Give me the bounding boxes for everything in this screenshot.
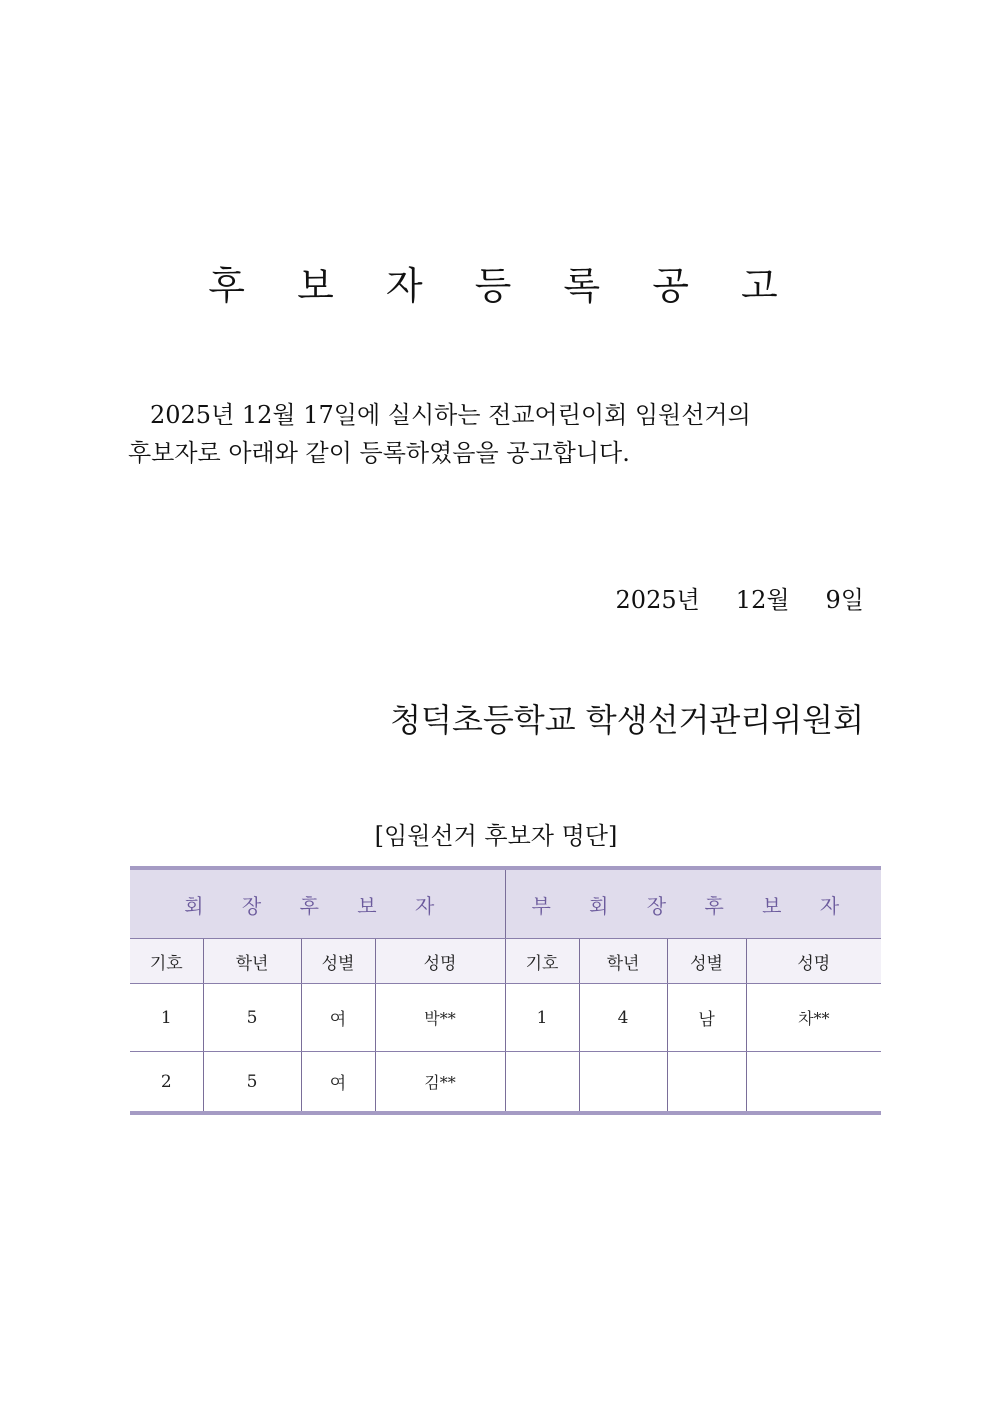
- group-header-row: [130, 868, 881, 939]
- cell-name: 김**: [375, 1052, 505, 1114]
- date-day: 9일: [825, 586, 864, 614]
- candidate-table: [130, 866, 881, 1115]
- column-header-gender: 성별: [667, 939, 746, 984]
- notice-body-line-1: 2025년 12월 17일에 실시하는 전교어린이회 임원선거의: [150, 401, 751, 429]
- column-header-name: 성명: [746, 939, 881, 984]
- notice-title: 후 보 자 등 록 공 고: [208, 264, 798, 308]
- cell-grade: 5: [203, 1052, 301, 1114]
- cell-grade: 4: [579, 984, 667, 1052]
- cell-name: [746, 1052, 881, 1114]
- cell-number: [505, 1052, 579, 1114]
- notice-date: [616, 582, 864, 618]
- notice-body: [128, 396, 868, 472]
- cell-gender: [667, 1052, 746, 1114]
- cell-grade: [579, 1052, 667, 1114]
- column-header-number: 기호: [505, 939, 579, 984]
- table-row: [130, 984, 881, 1052]
- column-header-name: 성명: [375, 939, 505, 984]
- date-year: 2025년: [615, 586, 700, 614]
- column-header-gender: 성별: [301, 939, 375, 984]
- column-header-row: [130, 939, 881, 984]
- cell-number: 2: [130, 1052, 203, 1114]
- table-row: [130, 1052, 881, 1114]
- cell-gender: 여: [301, 984, 375, 1052]
- column-header-grade: 학년: [203, 939, 301, 984]
- notice-body-line-2: 후보자로 아래와 같이 등록하였음을 공고합니다.: [128, 439, 630, 467]
- cell-number: 1: [505, 984, 579, 1052]
- cell-name: 차**: [746, 984, 881, 1052]
- date-month: 12월: [735, 586, 790, 614]
- vice-president-candidates-header: 부 회 장 후 보 자: [505, 868, 881, 939]
- cell-gender: 여: [301, 1052, 375, 1114]
- cell-name: 박**: [375, 984, 505, 1052]
- cell-grade: 5: [203, 984, 301, 1052]
- cell-number: 1: [130, 984, 203, 1052]
- column-header-grade: 학년: [579, 939, 667, 984]
- president-candidates-header: 회 장 후 보 자: [130, 868, 505, 939]
- organization-name: 청덕초등학교 학생선거관리위원회: [390, 701, 864, 739]
- column-header-number: 기호: [130, 939, 203, 984]
- cell-gender: 남: [667, 984, 746, 1052]
- candidate-list-caption: [임원선거 후보자 명단]: [374, 822, 618, 850]
